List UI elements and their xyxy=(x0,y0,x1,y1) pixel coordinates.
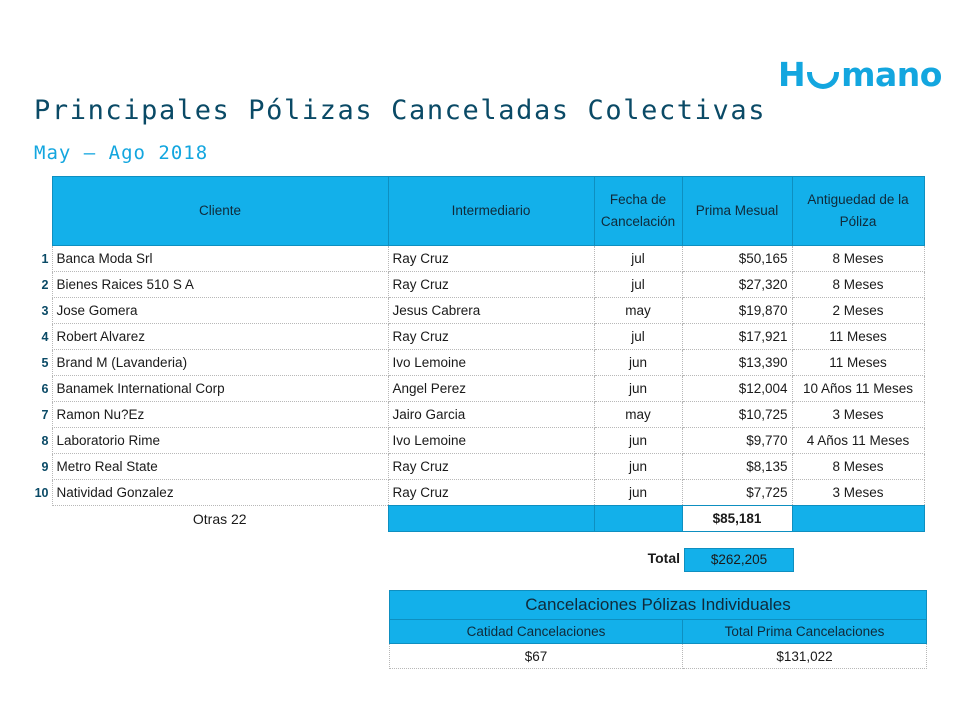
cell-prima: $9,770 xyxy=(682,428,792,454)
humano-logo xyxy=(778,55,942,94)
cell-intermediario: Jesus Cabrera xyxy=(388,298,594,324)
table-row xyxy=(30,350,924,376)
otras-fill xyxy=(792,506,924,532)
cell-antiguedad: 3 Meses xyxy=(792,480,924,506)
otras-fill xyxy=(594,506,682,532)
cell-intermediario: Ray Cruz xyxy=(388,272,594,298)
cell-fecha: jun xyxy=(594,480,682,506)
cell-cliente: Brand M (Lavanderia) xyxy=(52,350,388,376)
cell-antiguedad: 8 Meses xyxy=(792,454,924,480)
cell-fecha: jul xyxy=(594,246,682,272)
cell-intermediario: Angel Perez xyxy=(388,376,594,402)
cell-intermediario: Ray Cruz xyxy=(388,480,594,506)
logo-text-right: mano xyxy=(841,55,942,94)
cell-antiguedad: 8 Meses xyxy=(792,272,924,298)
header-blank xyxy=(30,177,52,246)
cell-antiguedad: 4 Años 11 Meses xyxy=(792,428,924,454)
row-number: 10 xyxy=(34,485,49,500)
total-label: Total xyxy=(647,550,680,566)
cell-prima: $27,320 xyxy=(682,272,792,298)
cell-fecha: may xyxy=(594,402,682,428)
row-number: 8 xyxy=(41,433,49,448)
table-row xyxy=(30,298,924,324)
row-number: 7 xyxy=(41,407,49,422)
cell-cliente: Robert Alvarez xyxy=(52,324,388,350)
cell-fecha: jun xyxy=(594,454,682,480)
cell-fecha: jun xyxy=(594,376,682,402)
header-prima: Prima Mesual xyxy=(682,177,792,246)
page-title: Principales Pólizas Canceladas Colectivas xyxy=(34,95,767,126)
table-row xyxy=(30,246,924,272)
cell-prima: $17,921 xyxy=(682,324,792,350)
cell-antiguedad: 11 Meses xyxy=(792,324,924,350)
otras-row xyxy=(30,506,924,532)
cell-fecha: jun xyxy=(594,428,682,454)
cell-fecha: may xyxy=(594,298,682,324)
cell-intermediario: Ray Cruz xyxy=(388,324,594,350)
cell-antiguedad: 2 Meses xyxy=(792,298,924,324)
row-number: 3 xyxy=(41,303,49,318)
individual-col-cantidad: Catidad Cancelaciones xyxy=(390,620,683,644)
individual-total-prima-value: $131,022 xyxy=(683,644,927,669)
cell-intermediario: Ivo Lemoine xyxy=(388,350,594,376)
cell-cliente: Laboratorio Rime xyxy=(52,428,388,454)
individual-cancellations-table xyxy=(389,590,927,669)
cell-intermediario: Ray Cruz xyxy=(388,454,594,480)
individual-cantidad-value: $67 xyxy=(390,644,683,669)
table-header-row xyxy=(30,177,924,246)
cell-cliente: Jose Gomera xyxy=(52,298,388,324)
smile-icon xyxy=(807,72,839,89)
cell-antiguedad: 8 Meses xyxy=(792,246,924,272)
table-row xyxy=(30,454,924,480)
cell-prima: $7,725 xyxy=(682,480,792,506)
cell-prima: $8,135 xyxy=(682,454,792,480)
row-number: 1 xyxy=(41,251,49,266)
row-number: 6 xyxy=(41,381,49,396)
row-number: 5 xyxy=(41,355,49,370)
cell-prima: $13,390 xyxy=(682,350,792,376)
table-row xyxy=(30,402,924,428)
policies-table xyxy=(30,176,925,532)
table-row xyxy=(30,480,924,506)
cell-antiguedad: 3 Meses xyxy=(792,402,924,428)
header-cliente: Cliente xyxy=(52,177,388,246)
cell-cliente: Ramon Nu?Ez xyxy=(52,402,388,428)
cell-fecha: jul xyxy=(594,324,682,350)
otras-fill xyxy=(388,506,594,532)
row-number: 4 xyxy=(41,329,49,344)
header-intermediario: Intermediario xyxy=(388,177,594,246)
total-value: $262,205 xyxy=(684,548,794,572)
cell-cliente: Bienes Raices 510 S A xyxy=(52,272,388,298)
page-subtitle: May – Ago 2018 xyxy=(34,142,209,164)
cell-prima: $12,004 xyxy=(682,376,792,402)
header-fecha: Fecha de Cancelación xyxy=(594,177,682,246)
table-row xyxy=(30,428,924,454)
individual-title: Cancelaciones Pólizas Individuales xyxy=(390,591,927,620)
cell-cliente: Banamek International Corp xyxy=(52,376,388,402)
table-row xyxy=(30,324,924,350)
cell-prima: $10,725 xyxy=(682,402,792,428)
row-number: 2 xyxy=(41,277,49,292)
cell-cliente: Natividad Gonzalez xyxy=(52,480,388,506)
cell-prima: $19,870 xyxy=(682,298,792,324)
otras-label: Otras 22 xyxy=(192,510,247,527)
cell-antiguedad: 10 Años 11 Meses xyxy=(792,376,924,402)
otras-prima: $85,181 xyxy=(682,506,792,532)
table-row xyxy=(30,272,924,298)
cell-fecha: jul xyxy=(594,272,682,298)
row-number: 9 xyxy=(41,459,49,474)
cell-cliente: Banca Moda Srl xyxy=(52,246,388,272)
cell-intermediario: Ivo Lemoine xyxy=(388,428,594,454)
table-row xyxy=(30,376,924,402)
header-antiguedad: Antiguedad de la Póliza xyxy=(792,177,924,246)
cell-prima: $50,165 xyxy=(682,246,792,272)
logo-text-left: H xyxy=(778,55,806,94)
individual-col-total-prima: Total Prima Cancelaciones xyxy=(683,620,927,644)
cell-fecha: jun xyxy=(594,350,682,376)
cell-intermediario: Ray Cruz xyxy=(388,246,594,272)
cell-antiguedad: 11 Meses xyxy=(792,350,924,376)
cell-intermediario: Jairo Garcia xyxy=(388,402,594,428)
cell-cliente: Metro Real State xyxy=(52,454,388,480)
